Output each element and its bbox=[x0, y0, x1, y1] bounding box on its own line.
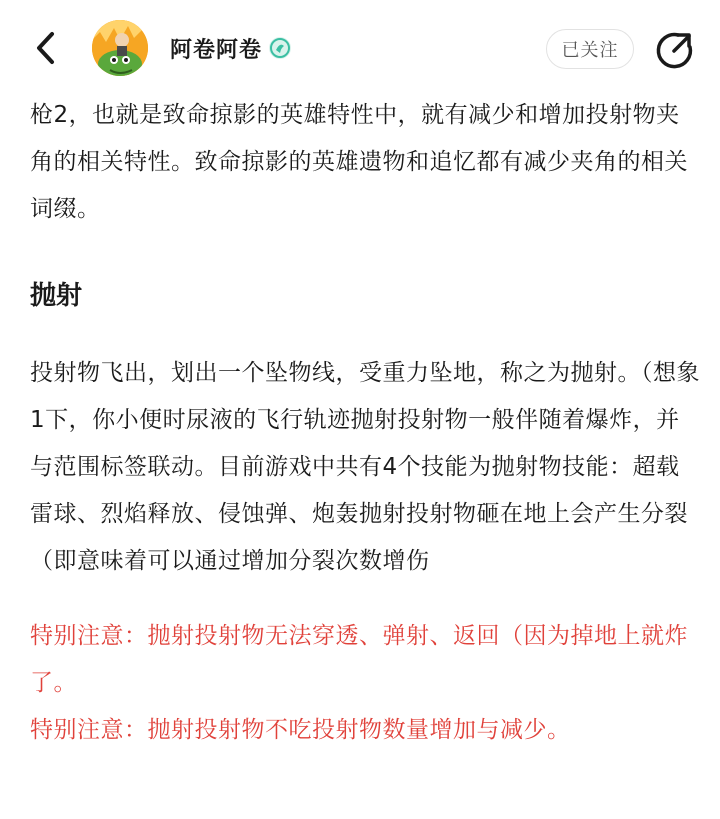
author-name[interactable]: 阿卷阿卷 bbox=[170, 37, 263, 63]
author-info[interactable] bbox=[170, 30, 292, 66]
article-content bbox=[30, 92, 700, 754]
avatar[interactable] bbox=[92, 20, 148, 76]
notice-line: 特别注意：抛射投射物无法穿透、弹射、返回（因为掉地上就炸了。 bbox=[30, 623, 688, 696]
top-bar bbox=[0, 0, 720, 96]
notice-block bbox=[30, 613, 700, 754]
section-heading: 抛射 bbox=[30, 281, 83, 311]
share-button[interactable] bbox=[655, 30, 695, 70]
back-button[interactable] bbox=[26, 28, 66, 68]
verified-badge-icon bbox=[268, 36, 292, 60]
notice-line: 特别注意：抛射投射物不吃投射物数量增加与减少。 bbox=[30, 717, 571, 743]
spacer bbox=[30, 320, 700, 350]
avatar-image bbox=[92, 20, 148, 76]
section-paragraph: 投射物飞出，划出一个坠物线，受重力坠地，称之为抛射。（想象1下，你小便时尿液的飞行轨迹抛射投射物一般伴随着爆炸，并与范围标签联动。目前游戏中共有4个技能为抛射物技能：超载雷球、烈焰释放、侵蚀弹、炮轰抛射投射物砸在地上会产生分裂（即意味着可以通过增加分裂次数增伤 bbox=[30, 360, 700, 574]
chevron-left-icon bbox=[34, 31, 58, 65]
intro-paragraph: 枪2，也就是致命掠影的英雄特性中，就有减少和增加投射物夹角的相关特性。致命掠影的英雄遗物和追忆都有减少夹角的相关词缀。 bbox=[30, 102, 688, 222]
share-icon bbox=[656, 31, 694, 69]
follow-button[interactable]: 已关注 bbox=[546, 29, 634, 69]
